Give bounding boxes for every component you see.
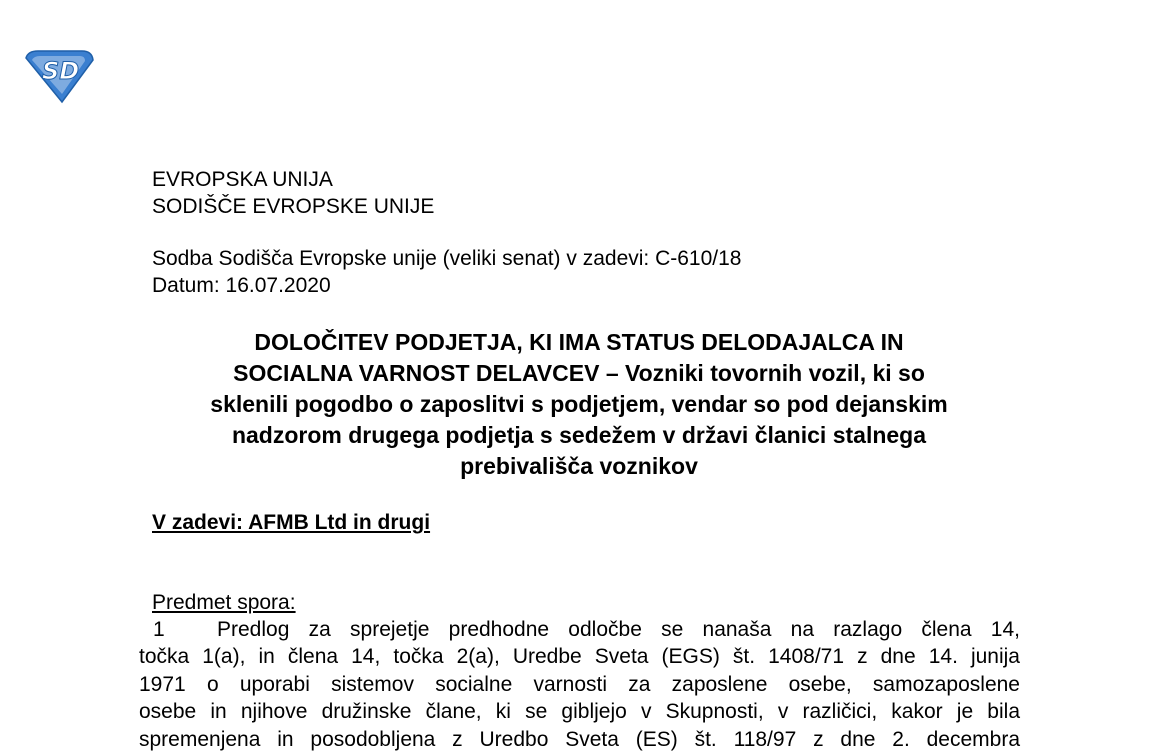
title-line: nadzorom drugega podjetja s sedežem v državi članici stalnega [231, 422, 927, 448]
title-line: prebivališča voznikov [460, 453, 698, 479]
court-logo-icon [22, 48, 96, 104]
title-line: sklenili pogodbo o zaposlitvi s podjetjem, vendar so pod dejanskim [210, 391, 948, 417]
paragraph-line: točka 1(a), in člena 14, točka 2(a), Uredbe Sveta (EGS) št. 1408/71 z dne 14. junija [139, 645, 1020, 669]
paragraph-line: osebe in njihove družinske člane, ki se gibljejo v Skupnosti, v različici, kakor je bila [139, 700, 1020, 724]
paragraph-line [139, 616, 1020, 643]
case-judgment-line: Sodba Sodišča Evropske unije (veliki senat) v zadevi: C-610/18 [152, 247, 742, 270]
case-reference [152, 245, 741, 299]
paragraph-number: 1 [153, 618, 165, 641]
case-date-line: Datum: 16.07.2020 [152, 274, 331, 297]
header-line-court: SODIŠČE EVROPSKE UNIJE [152, 195, 435, 218]
court-header [152, 166, 434, 220]
subject-heading: Predmet spora: [152, 591, 296, 614]
logo-lettering: SD [42, 57, 80, 85]
court-logo [22, 48, 96, 104]
case-parties: V zadevi: AFMB Ltd in drugi [152, 511, 431, 534]
title-line: SOCIALNA VARNOST DELAVCEV – Vozniki tovornih vozil, ki so [233, 360, 925, 386]
subject-paragraph [139, 616, 1020, 753]
paragraph-line: spremenjena in posodobljena z Uredbo Sveta (ES) št. 118/97 z dne 2. decembra [139, 727, 1020, 751]
paragraph-line: 1971 o uporabi sistemov socialne varnosti za zaposlene osebe, samozaposlene [139, 672, 1020, 696]
paragraph-line-text: Predlog za sprejetje predhodne odločbe se nanaša na razlago člena 14, [217, 618, 1020, 641]
header-line-union: EVROPSKA UNIJA [152, 168, 333, 191]
title-line: DOLOČITEV PODJETJA, KI IMA STATUS DELODAJALCA IN [254, 329, 904, 355]
document-title [130, 327, 1028, 482]
